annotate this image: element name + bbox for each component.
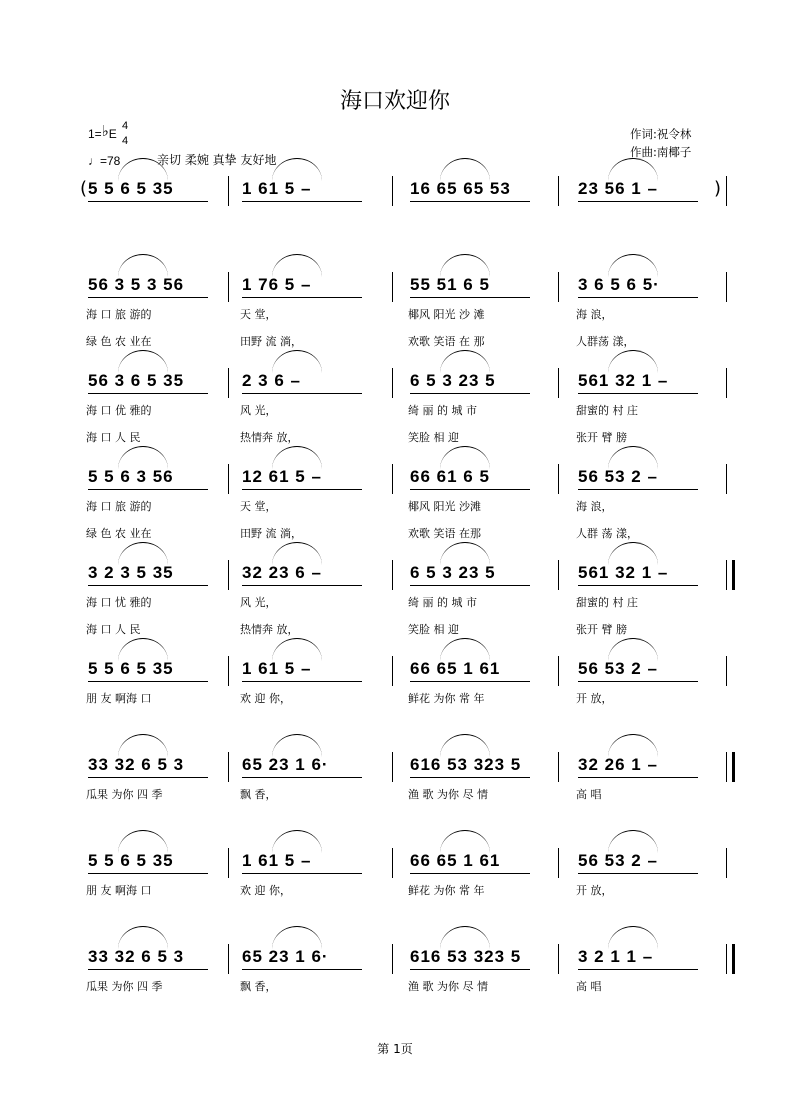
underline-beam (410, 873, 530, 874)
lyric-line-1: 天 堂， (240, 308, 277, 321)
notes-row (80, 272, 730, 302)
lyric-line-2: 张开 臂 膀 (576, 431, 627, 444)
lyric-line-1: 朋 友 啊海 口 (86, 884, 152, 897)
slur (272, 830, 322, 853)
lyric-line-1: 飘 香， (240, 980, 277, 993)
slur (608, 542, 658, 565)
lyric-line-1: 飘 香， (240, 788, 277, 801)
bar-line (228, 752, 229, 782)
time-bottom: 4 (122, 135, 129, 147)
lyric-line-2: 热情奔 放， (240, 623, 299, 636)
measure-notes: 56 53 2 – (578, 659, 658, 678)
slur (272, 350, 322, 373)
notes-row (80, 464, 730, 494)
underline-beam (578, 297, 698, 298)
slur (272, 926, 322, 949)
lyric-line-2: 欢歌 笑语 在 那 (408, 335, 485, 348)
underline-beam (242, 969, 362, 970)
measure-notes: 6 5 3 23 5 (410, 371, 496, 390)
underline-beam (88, 681, 208, 682)
slur (440, 638, 490, 661)
expression-marking: 亲切 柔婉 真挚 友好地 (157, 153, 277, 167)
slur (440, 158, 490, 181)
bar-line (726, 656, 727, 686)
song-title: 海口欢迎你 (339, 89, 450, 114)
underline-beam (578, 777, 698, 778)
slur (118, 350, 168, 373)
measure-notes: 56 53 2 – (578, 467, 658, 486)
notes-row (80, 560, 730, 590)
slur (608, 446, 658, 469)
bar-line (558, 560, 559, 590)
bar-line (558, 752, 559, 782)
tempo-marking (88, 154, 120, 168)
measure-notes: 65 23 1 6· (242, 947, 329, 966)
slur (440, 446, 490, 469)
measure-notes: 561 32 1 – (578, 563, 669, 582)
bar-line (228, 176, 229, 206)
slur (608, 158, 658, 181)
lyric-line-2: 绿 色 农 业在 (86, 335, 152, 348)
slur (608, 638, 658, 661)
measure-notes: 1 61 5 – (242, 179, 312, 198)
bar-line (392, 368, 393, 398)
slur (118, 734, 168, 757)
lyric-line-2: 人群荡 漾， (576, 335, 635, 348)
lyric-line-1: 椰风 阳光 沙滩 (408, 500, 481, 513)
underline-beam (88, 585, 208, 586)
underline-beam (410, 969, 530, 970)
slur (608, 734, 658, 757)
bar-line (726, 752, 727, 782)
composer: 作曲:南椰子 (630, 145, 692, 159)
lyric-line-1: 高 唱 (576, 788, 602, 801)
lyric-line-1: 海 口 旅 游的 (86, 500, 152, 513)
lyric-line-2: 绿 色 农 业在 (86, 527, 152, 540)
measure-notes: 5 5 6 5 35 (88, 851, 174, 870)
measure-notes: 56 3 6 5 35 (88, 371, 185, 390)
notes-row (80, 176, 730, 206)
measure-notes: 33 32 6 5 3 (88, 755, 185, 774)
bar-line (726, 176, 727, 206)
bar-line (392, 464, 393, 494)
lyric-line-1: 瓜果 为你 四 季 (86, 788, 163, 801)
lyric-line-1: 瓜果 为你 四 季 (86, 980, 163, 993)
underline-beam (88, 969, 208, 970)
notes-row (80, 368, 730, 398)
underline-beam (242, 201, 362, 202)
measure-notes: 5 5 6 5 35 (88, 659, 174, 678)
lyric-line-2: 人群 荡 漾， (576, 527, 638, 540)
bar-line (228, 848, 229, 878)
slur (272, 254, 322, 277)
underline-beam (578, 681, 698, 682)
bar-line (558, 464, 559, 494)
lyric-line-1: 天 堂， (240, 500, 277, 513)
slur (272, 542, 322, 565)
bar-line (228, 656, 229, 686)
lyricist: 作词:祝令林 (630, 127, 692, 141)
slur (440, 350, 490, 373)
slur (608, 926, 658, 949)
bar-line (726, 560, 727, 590)
measure-notes: 16 65 65 53 (410, 179, 511, 198)
slur (272, 638, 322, 661)
slur (440, 254, 490, 277)
bar-line (392, 656, 393, 686)
page-number: 第 1页 (377, 1042, 413, 1056)
slur (118, 926, 168, 949)
underline-beam (242, 585, 362, 586)
slur (440, 734, 490, 757)
bar-line (392, 752, 393, 782)
measure-notes: 65 23 1 6· (242, 755, 329, 774)
underline-beam (410, 393, 530, 394)
slur (118, 542, 168, 565)
key-signature (88, 124, 117, 142)
lyric-line-1: 开 放， (576, 884, 613, 897)
underline-beam (88, 297, 208, 298)
key-note: E (108, 127, 117, 141)
underline-beam (410, 489, 530, 490)
measure-notes: 3 6 5 6 5· (578, 275, 660, 294)
underline-beam (578, 489, 698, 490)
measure-notes: 3 2 1 1 – (578, 947, 654, 966)
bar-line (726, 464, 727, 494)
lyric-line-1: 甜蜜的 村 庄 (576, 404, 638, 417)
slur (608, 254, 658, 277)
lyric-line-1: 鲜花 为你 常 年 (408, 884, 485, 897)
measure-notes: 3 2 3 5 35 (88, 563, 174, 582)
open-paren: ( (80, 178, 88, 199)
time-top: 4 (122, 120, 129, 132)
slur (272, 446, 322, 469)
bar-line (558, 176, 559, 206)
slur (272, 158, 322, 181)
measure-notes: 1 61 5 – (242, 851, 312, 870)
slur (440, 542, 490, 565)
underline-beam (410, 201, 530, 202)
notes-row (80, 752, 730, 782)
lyric-line-2: 张开 臂 膀 (576, 623, 627, 636)
lyric-line-1: 风 光， (240, 596, 277, 609)
lyric-line-1: 渔 歌 为你 尽 情 (408, 980, 488, 993)
quarter-note-icon: ♩ (88, 154, 100, 168)
lyric-line-1: 甜蜜的 村 庄 (576, 596, 638, 609)
underline-beam (242, 681, 362, 682)
slur (272, 734, 322, 757)
underline-beam (242, 873, 362, 874)
underline-beam (242, 777, 362, 778)
measure-notes: 66 65 1 61 (410, 851, 501, 870)
notes-row (80, 848, 730, 878)
bar-line (228, 944, 229, 974)
lyric-line-1: 风 光， (240, 404, 277, 417)
measure-notes: 33 32 6 5 3 (88, 947, 185, 966)
lyric-line-2: 田野 流 淌， (240, 335, 302, 348)
measure-notes: 56 3 5 3 56 (88, 275, 185, 294)
underline-beam (88, 873, 208, 874)
bar-line (228, 272, 229, 302)
slur (118, 254, 168, 277)
underline-beam (578, 393, 698, 394)
measure-notes: 2 3 6 – (242, 371, 301, 390)
measure-notes: 1 76 5 – (242, 275, 312, 294)
measure-notes: 12 61 5 – (242, 467, 322, 486)
lyric-line-1: 欢 迎 你， (240, 692, 291, 705)
bar-line (228, 560, 229, 590)
measure-notes: 32 26 1 – (578, 755, 658, 774)
underline-beam (88, 777, 208, 778)
lyric-line-2: 热情奔 放， (240, 431, 299, 444)
key-prefix: 1= (88, 127, 102, 141)
lyric-line-1: 欢 迎 你， (240, 884, 291, 897)
bar-line (228, 368, 229, 398)
slur (118, 446, 168, 469)
bar-line (392, 560, 393, 590)
bar-line (558, 944, 559, 974)
underline-beam (242, 297, 362, 298)
bar-line (726, 944, 727, 974)
time-signature (122, 119, 128, 149)
lyric-line-2: 海 口 人 民 (86, 431, 141, 444)
bar-line (726, 368, 727, 398)
measure-notes: 66 65 1 61 (410, 659, 501, 678)
lyric-line-2: 海 口 人 民 (86, 623, 141, 636)
underline-beam (410, 681, 530, 682)
underline-beam (242, 489, 362, 490)
final-bar-line (732, 944, 735, 974)
tempo-value: =78 (100, 154, 121, 168)
underline-beam (410, 297, 530, 298)
slur (440, 926, 490, 949)
slur (118, 638, 168, 661)
underline-beam (88, 489, 208, 490)
measure-notes: 56 53 2 – (578, 851, 658, 870)
measure-notes: 66 61 6 5 (410, 467, 490, 486)
lyric-line-1: 海 口 忧 雅的 (86, 596, 152, 609)
lyric-line-1: 渔 歌 为你 尽 情 (408, 788, 488, 801)
notes-row (80, 944, 730, 974)
slur (608, 830, 658, 853)
lyric-line-2: 欢歌 笑语 在那 (408, 527, 481, 540)
bar-line (392, 944, 393, 974)
bar-line (726, 848, 727, 878)
lyric-line-2: 笑脸 相 迎 (408, 623, 459, 636)
measure-notes: 5 5 6 3 56 (88, 467, 174, 486)
slur (440, 830, 490, 853)
underline-beam (88, 201, 208, 202)
bar-line (558, 272, 559, 302)
slur (608, 350, 658, 373)
lyric-line-1: 海 口 旅 游的 (86, 308, 152, 321)
underline-beam (410, 585, 530, 586)
lyric-line-2: 笑脸 相 迎 (408, 431, 459, 444)
bar-line (392, 176, 393, 206)
underline-beam (410, 777, 530, 778)
lyric-line-1: 朋 友 啊海 口 (86, 692, 152, 705)
lyric-line-1: 绮 丽 的 城 市 (408, 404, 477, 417)
measure-notes: 616 53 323 5 (410, 755, 522, 774)
bar-line (392, 272, 393, 302)
slur (118, 830, 168, 853)
lyric-line-1: 海 浪， (576, 308, 613, 321)
measure-notes: 616 53 323 5 (410, 947, 522, 966)
bar-line (392, 848, 393, 878)
measure-notes: 32 23 6 – (242, 563, 322, 582)
lyric-line-1: 椰风 阳光 沙 滩 (408, 308, 485, 321)
underline-beam (578, 585, 698, 586)
underline-beam (88, 393, 208, 394)
measure-notes: 55 51 6 5 (410, 275, 490, 294)
lyric-line-1: 开 放， (576, 692, 613, 705)
measure-notes: 6 5 3 23 5 (410, 563, 496, 582)
measure-notes: 561 32 1 – (578, 371, 669, 390)
bar-line (228, 464, 229, 494)
repeat-bar-line (732, 752, 735, 782)
underline-beam (578, 873, 698, 874)
bar-line (558, 368, 559, 398)
lyric-line-1: 海 口 优 雅的 (86, 404, 152, 417)
measure-notes: 23 56 1 – (578, 179, 658, 198)
measure-notes: 1 61 5 – (242, 659, 312, 678)
underline-beam (242, 393, 362, 394)
lyric-line-2: 田野 流 淌， (240, 527, 302, 540)
underline-beam (578, 969, 698, 970)
underline-beam (578, 201, 698, 202)
flat-symbol: ♭ (101, 123, 109, 140)
bar-line (726, 272, 727, 302)
bar-line (558, 848, 559, 878)
bar-line (558, 656, 559, 686)
lyric-line-1: 鲜花 为你 常 年 (408, 692, 485, 705)
notes-row (80, 656, 730, 686)
lyric-line-1: 绮 丽 的 城 市 (408, 596, 477, 609)
repeat-bar-line (732, 560, 735, 590)
lyric-line-1: 高 唱 (576, 980, 602, 993)
lyric-line-1: 海 浪， (576, 500, 613, 513)
close-paren: ) (714, 178, 722, 199)
measure-notes: 5 5 6 5 35 (88, 179, 174, 198)
credits (630, 125, 691, 161)
